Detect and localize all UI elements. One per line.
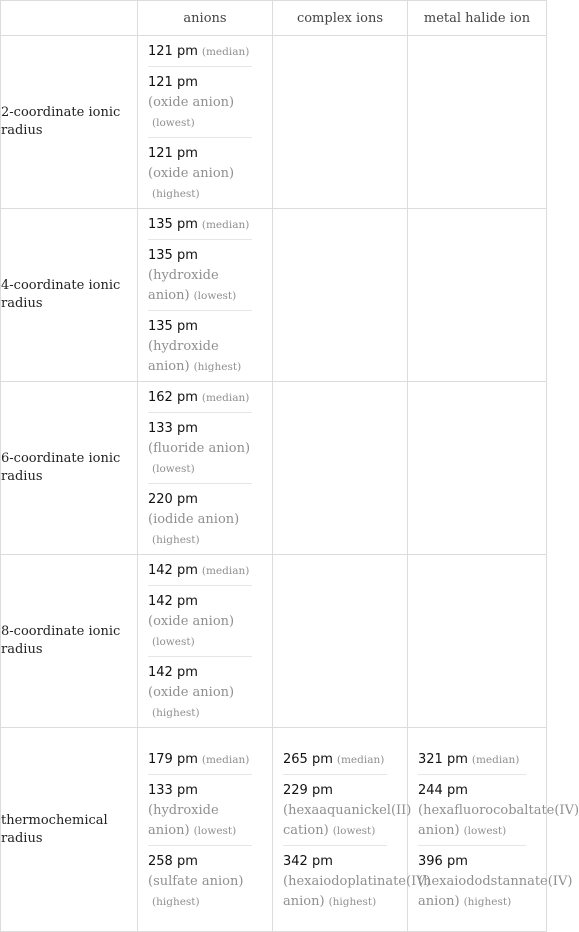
stat-kind-tag: (lowest) <box>152 636 195 648</box>
stat-kind-tag: (highest) <box>193 361 242 373</box>
stat-kind-tag: (median) <box>471 753 520 766</box>
column-header-metal-halide-ion: metal halide ion <box>408 1 547 36</box>
table-cell <box>138 382 273 555</box>
stat-kind-tag: (median) <box>201 46 250 58</box>
table-cell <box>273 36 408 209</box>
stat-source: (oxide anion) <box>148 166 235 181</box>
stat-kind-tag: (median) <box>201 392 250 404</box>
stat-value: 258 pm <box>148 853 198 869</box>
stat-kind-tag: (lowest) <box>193 824 237 837</box>
table-cell <box>138 728 273 932</box>
stat-kind-tag: (median) <box>336 753 385 766</box>
cell-entries <box>138 555 272 727</box>
stat-entry <box>148 36 252 67</box>
stat-entry <box>418 744 526 775</box>
stat-kind-tag: (lowest) <box>152 463 195 475</box>
stat-kind-tag: (lowest) <box>463 824 507 837</box>
table-row <box>1 36 547 209</box>
table-cell <box>273 209 408 382</box>
stat-source: (hexaiododstannate(IV) anion) <box>418 873 573 909</box>
stat-entry <box>283 744 387 775</box>
stat-kind-tag: (lowest) <box>332 824 376 837</box>
table-row <box>1 209 547 382</box>
stat-value: 121 pm <box>148 146 198 161</box>
stat-value: 133 pm <box>148 782 198 798</box>
stat-entry <box>148 657 252 727</box>
cell-entries <box>138 209 272 381</box>
column-header-complex-ions: complex ions <box>273 1 408 36</box>
stat-kind-tag: (median) <box>201 753 250 766</box>
stat-entry <box>148 586 252 657</box>
stat-entry <box>283 775 412 846</box>
stat-value: 133 pm <box>148 421 198 436</box>
stat-entry <box>148 240 252 311</box>
stat-value: 229 pm <box>283 782 333 798</box>
table-cell <box>408 209 547 382</box>
stat-entry <box>148 775 252 846</box>
stat-value: 342 pm <box>283 853 333 869</box>
row-label: 4-coordinate ionic radius <box>1 209 138 382</box>
cell-entries <box>138 744 272 916</box>
stat-entry <box>148 311 252 381</box>
cell-entries <box>408 744 579 916</box>
table-cell <box>273 555 408 728</box>
stat-value: 265 pm <box>283 751 333 767</box>
stat-entry <box>148 209 252 240</box>
stat-value: 135 pm <box>148 217 198 232</box>
stat-entry <box>148 846 252 916</box>
table-row <box>1 728 547 932</box>
stat-kind-tag: (lowest) <box>193 290 237 302</box>
row-label: 8-coordinate ionic radius <box>1 555 138 728</box>
stat-kind-tag: (highest) <box>152 188 200 200</box>
stat-kind-tag: (highest) <box>328 895 377 908</box>
table-row <box>1 382 547 555</box>
stat-value: 121 pm <box>148 44 198 59</box>
stat-value: 135 pm <box>148 248 198 263</box>
stat-kind-tag: (highest) <box>152 534 200 546</box>
stat-source: (hydroxide anion) <box>148 268 219 303</box>
stat-value: 244 pm <box>418 782 468 798</box>
stat-entry <box>148 744 252 775</box>
stat-kind-tag: (highest) <box>463 895 512 908</box>
cell-entries <box>138 382 272 554</box>
stat-value: 135 pm <box>148 319 198 334</box>
stat-kind-tag: (lowest) <box>152 117 195 129</box>
stat-value: 162 pm <box>148 390 198 405</box>
stat-source: (sulfate anion) <box>148 873 244 889</box>
stat-source: (oxide anion) <box>148 685 235 700</box>
stat-source: (oxide anion) <box>148 614 235 629</box>
stat-kind-tag: (median) <box>201 219 250 231</box>
stat-source: (hydroxide anion) <box>148 802 219 838</box>
table-cell <box>138 36 273 209</box>
table-cell <box>273 728 431 932</box>
table-cell <box>408 36 547 209</box>
stat-entry <box>283 846 431 916</box>
stat-entry <box>148 382 252 413</box>
stat-entry <box>148 555 252 586</box>
stat-source: (hexaiodoplatinate(IV) anion) <box>283 873 431 909</box>
stat-entry <box>418 846 573 916</box>
stat-value: 142 pm <box>148 563 198 578</box>
table-row <box>1 555 547 728</box>
table-cell <box>408 728 579 932</box>
cell-entries <box>273 744 431 916</box>
stat-entry <box>148 67 252 138</box>
cell-entries <box>138 36 272 208</box>
stat-entry <box>148 484 252 554</box>
stat-kind-tag: (highest) <box>152 707 200 719</box>
stat-value: 396 pm <box>418 853 468 869</box>
stat-entry <box>148 138 252 208</box>
stat-value: 121 pm <box>148 75 198 90</box>
stat-source: (hydroxide anion) <box>148 339 219 374</box>
stat-value: 321 pm <box>418 751 468 767</box>
corner-header <box>1 1 138 36</box>
stat-value: 142 pm <box>148 594 198 609</box>
table-cell <box>138 555 273 728</box>
table-body <box>1 36 579 932</box>
stat-value: 142 pm <box>148 665 198 680</box>
stat-value: 220 pm <box>148 492 198 507</box>
column-header-anions: anions <box>138 1 273 36</box>
header-row <box>1 1 547 36</box>
stat-entry <box>148 413 252 484</box>
table-cell <box>408 382 547 555</box>
stat-source: (iodide anion) <box>148 512 240 527</box>
stat-source: (fluoride anion) <box>148 441 251 456</box>
stat-source: (oxide anion) <box>148 95 235 110</box>
stat-kind-tag: (median) <box>201 565 250 577</box>
row-label: 2-coordinate ionic radius <box>1 36 138 209</box>
row-label: thermochemical radius <box>1 728 138 932</box>
stat-kind-tag: (highest) <box>152 895 200 908</box>
stat-source: (hexaaquanickel(II) cation) <box>283 802 412 838</box>
table-cell <box>273 382 408 555</box>
table-cell <box>408 555 547 728</box>
table-cell <box>138 209 273 382</box>
stat-value: 179 pm <box>148 751 198 767</box>
stat-entry <box>418 775 579 846</box>
stat-source: (hexafluorocobaltate(IV) anion) <box>418 802 579 838</box>
row-label: 6-coordinate ionic radius <box>1 382 138 555</box>
